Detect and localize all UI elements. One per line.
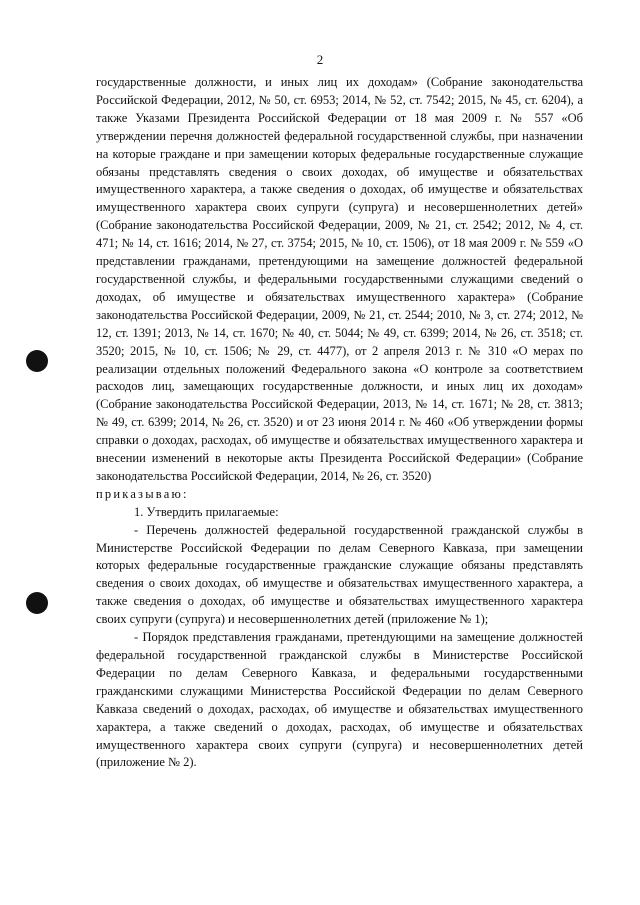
paragraph-order-word: приказываю: bbox=[96, 486, 189, 501]
punch-hole-top bbox=[26, 350, 48, 372]
paragraph-list-item-2: - Порядок представления гражданами, претендующими на замещение должностей федеральной государственной гражданской службы в Министерстве Российской Федерации по делам Северного Кавказа, и федеральными государственными гражданскими служащими Министерства Российской Федерации по делам Северного Кавказа сведений о доходах, расходах, об имуществе и обязательствах имущественного характера, а также сведений о доходах, расходах, об имуществе и обязательствах имущественного характера своих супруги (супруга) и несовершеннолетних детей (приложение № 2). bbox=[96, 630, 583, 770]
page-number: 2 bbox=[316, 52, 324, 67]
punch-hole-bottom bbox=[26, 592, 48, 614]
paragraph-legal-basis: государственные должности, и иных лиц их доходам» (Собрание законодательства Российской Федерации, 2012, № 50, ст. 6953; 2014, № 52, ст. 7542; 2015, № 45, ст. 6204), а также Указами Президента Российской Федерации от 18 мая 2009 г. № 557 «Об утверждении перечня должностей федеральной государственной службы, при назначении на которые граждане и при замещении которых федеральные государственные служащие обязаны представлять сведения о своих доходах, об имуществе и обязательствах имущественного характера, а также сведения о доходах, об имуществе и обязательствах имущественного характера своих супруги (супруга) и несовершеннолетних детей» (Собрание законодательства Российской Федерации, 2009, № 21, ст. 2542; 2012, № 4, ст. 471; № 14, ст. 1616; 2014, № 27, ст. 3754; 2015, № 10, ст. 1506), от 18 мая 2009 г. № 559 «О представлении гражданами, претендующими на замещение должностей федеральной государственной службы, и федеральными государственными служащими сведений о доходах, об имуществе и обязательствах имущественного характера» (Собрание законодательства Российской Федерации, 2009, № 21, ст. 2544; 2010, № 3, ст. 274; 2012, № 12, ст. 1391; 2013, № 14, ст. 1670; № 40, ст. 5044; № 49, ст. 6399; 2014, № 26, ст. 3518; ст. 3520; 2015, № 10, ст. 1506; № 29, ст. 4477), от 2 апреля 2013 г. № 310 «О мерах по реализации отдельных положений Федерального закона «О контроле за соответствием расходов лиц, замещающих государственные должности, и иных лиц их доходам» (Собрание законодательства Российской Федерации, 2013, № 14, ст. 1671; № 28, ст. 3813; № 49, ст. 6399; 2014, № 26, ст. 3520) и от 23 июня 2014 г. № 460 «Об утверждении формы справки о доходах, расходах, об имуществе и обязательствах имущественного характера и внесении изменений в некоторые акты Президента Российской Федерации» (Собрание законодательства Российской Федерации, 2014, № 26, ст. 3520) bbox=[96, 75, 583, 483]
paragraph-approve: 1. Утвердить прилагаемые: bbox=[134, 504, 279, 519]
document-body bbox=[96, 74, 583, 772]
paragraph-list-item-1: - Перечень должностей федеральной государственной гражданской службы в Министерстве Российской Федерации по делам Северного Кавказа, при замещении которых федеральные государственные гражданские служащие обязаны представлять сведения о своих доходах, об имуществе и обязательствах имущественного характера, а также сведения о доходах, об имуществе и обязательствах имущественного характера своих супруги (супруга) и несовершеннолетних детей (приложение № 1); bbox=[96, 522, 583, 627]
